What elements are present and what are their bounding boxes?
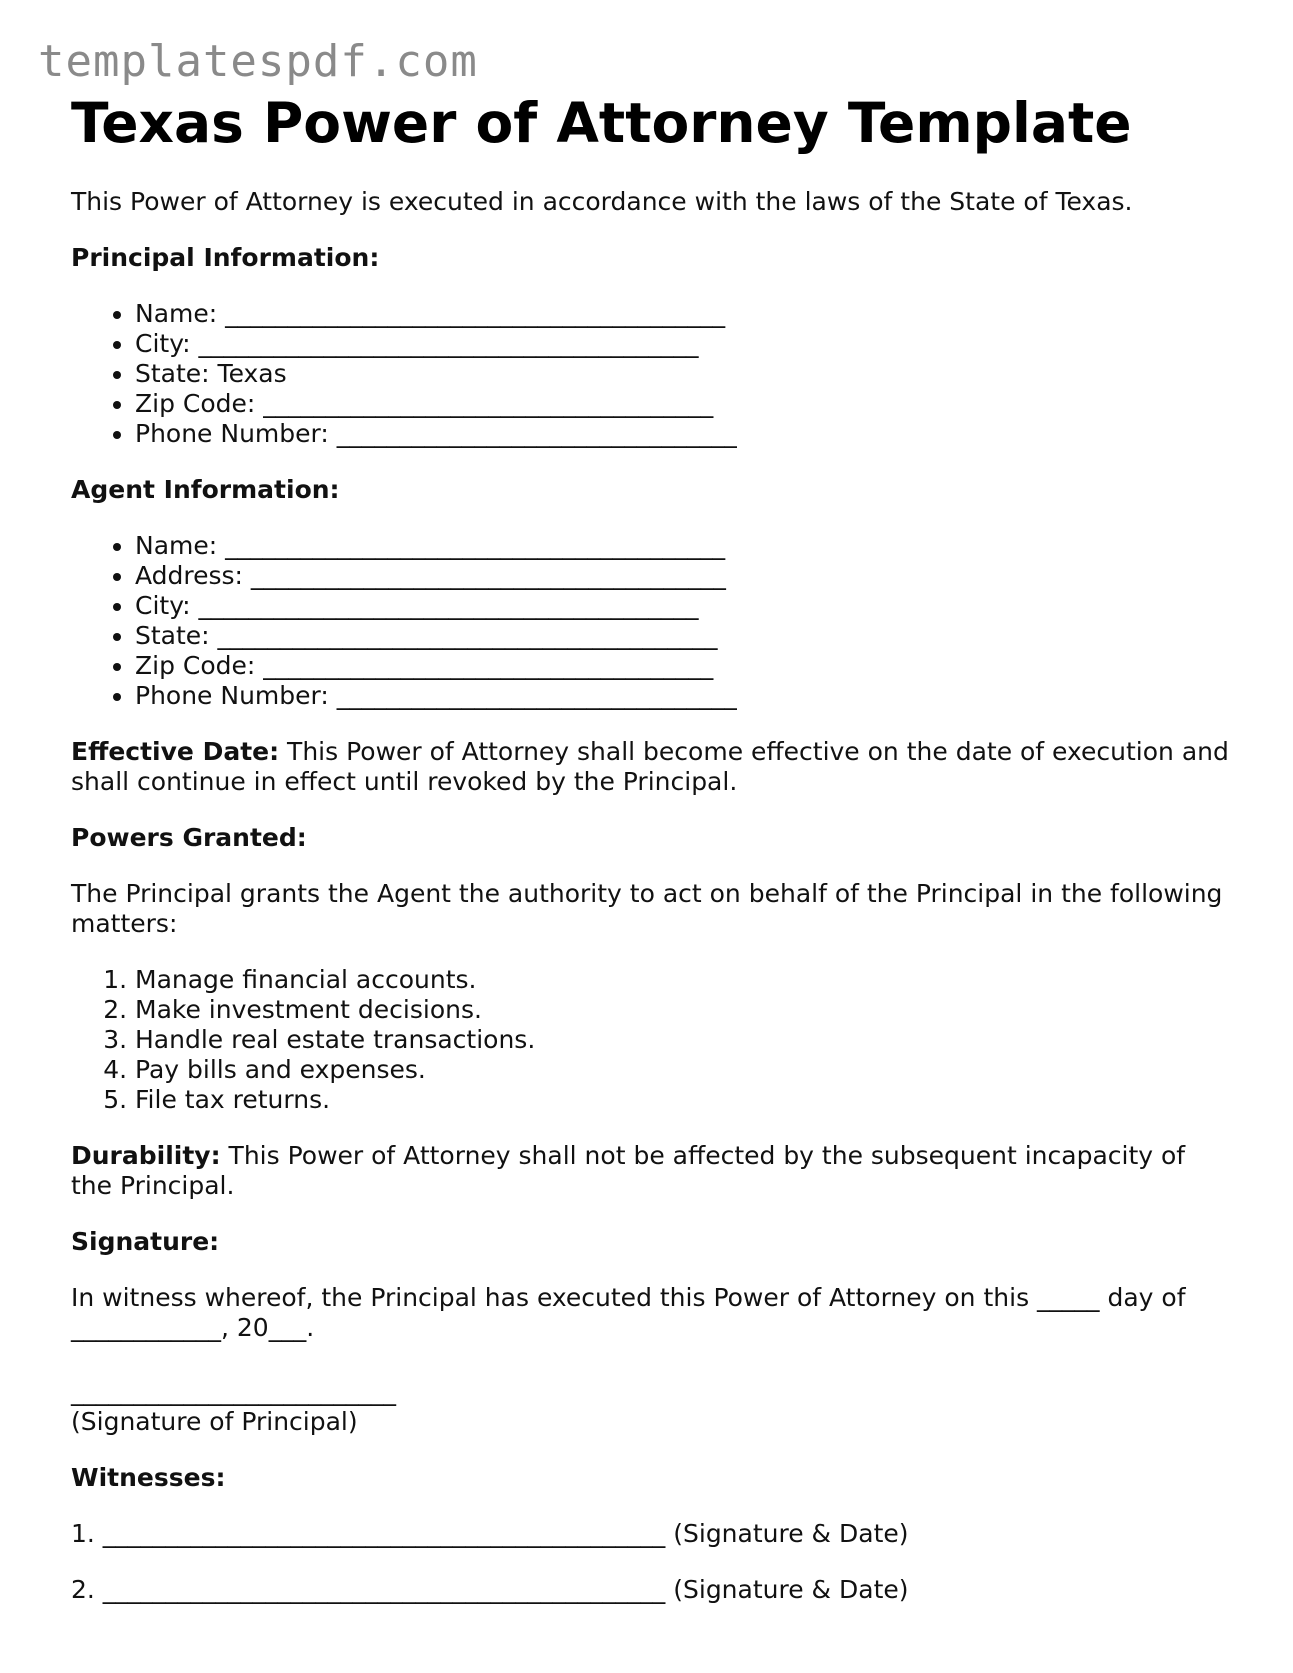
principal-name-field: • Name: ________________________________________ (135, 299, 1231, 329)
agent-zip-field: • Zip Code: ____________________________________ (135, 651, 1231, 681)
document (71, 92, 1231, 1605)
effective-date-label: Effective Date: (71, 737, 280, 767)
principal-signature-caption: (Signature of Principal) (71, 1407, 358, 1437)
power-item: 5. File tax returns. (135, 1085, 1231, 1115)
signature-heading: Signature: (71, 1227, 220, 1257)
signature-text: In witness whereof, the Principal has executed this Power of Attorney on this _____ day of ____________, 20___. (71, 1283, 1186, 1343)
agent-address-field: • Address: ______________________________________ (135, 561, 1231, 591)
power-item: 2. Make investment decisions. (135, 995, 1231, 1025)
page-title: Texas Power of Attorney Template (71, 91, 1132, 155)
principal-heading: Principal Information: (71, 243, 380, 273)
principal-city-field: • City: ________________________________________ (135, 329, 1231, 359)
agent-heading: Agent Information: (71, 475, 340, 505)
power-item: 1. Manage financial accounts. (135, 965, 1231, 995)
principal-info-list (71, 299, 1231, 449)
powers-heading: Powers Granted: (71, 823, 307, 853)
principal-state-field: • State: Texas (135, 359, 1231, 389)
powers-intro: The Principal grants the Agent the authority to act on behalf of the Principal in the following matters: (71, 879, 1223, 939)
agent-name-field: • Name: ________________________________________ (135, 531, 1231, 561)
intro-text: This Power of Attorney is executed in accordance with the laws of the State of Texas. (71, 187, 1133, 217)
principal-phone-field: • Phone Number: ________________________________ (135, 419, 1231, 449)
principal-signature-line: __________________________ (71, 1377, 396, 1407)
witness-line-2: 2. _____________________________________________ (Signature & Date) (71, 1575, 909, 1605)
durability-text: This Power of Attorney shall not be affected by the subsequent incapacity of the Principal. (71, 1141, 1186, 1201)
witnesses-heading: Witnesses: (71, 1463, 226, 1493)
agent-info-list (71, 531, 1231, 711)
agent-phone-field: • Phone Number: ________________________________ (135, 681, 1231, 711)
durability-label: Durability: (71, 1141, 221, 1171)
power-item: 3. Handle real estate transactions. (135, 1025, 1231, 1055)
power-item: 4. Pay bills and expenses. (135, 1055, 1231, 1085)
agent-city-field: • City: ________________________________________ (135, 591, 1231, 621)
durability-paragraph (71, 1141, 1231, 1201)
agent-state-field: • State: ________________________________________ (135, 621, 1231, 651)
effective-date-text: This Power of Attorney shall become effective on the date of execution and shall continue in effect until revoked by the Principal. (71, 737, 1229, 797)
witness-line-1: 1. _____________________________________________ (Signature & Date) (71, 1519, 909, 1549)
powers-list (71, 965, 1231, 1115)
watermark: templatespdf.com (38, 36, 478, 87)
principal-zip-field: • Zip Code: ____________________________________ (135, 389, 1231, 419)
effective-date-paragraph (71, 737, 1231, 797)
